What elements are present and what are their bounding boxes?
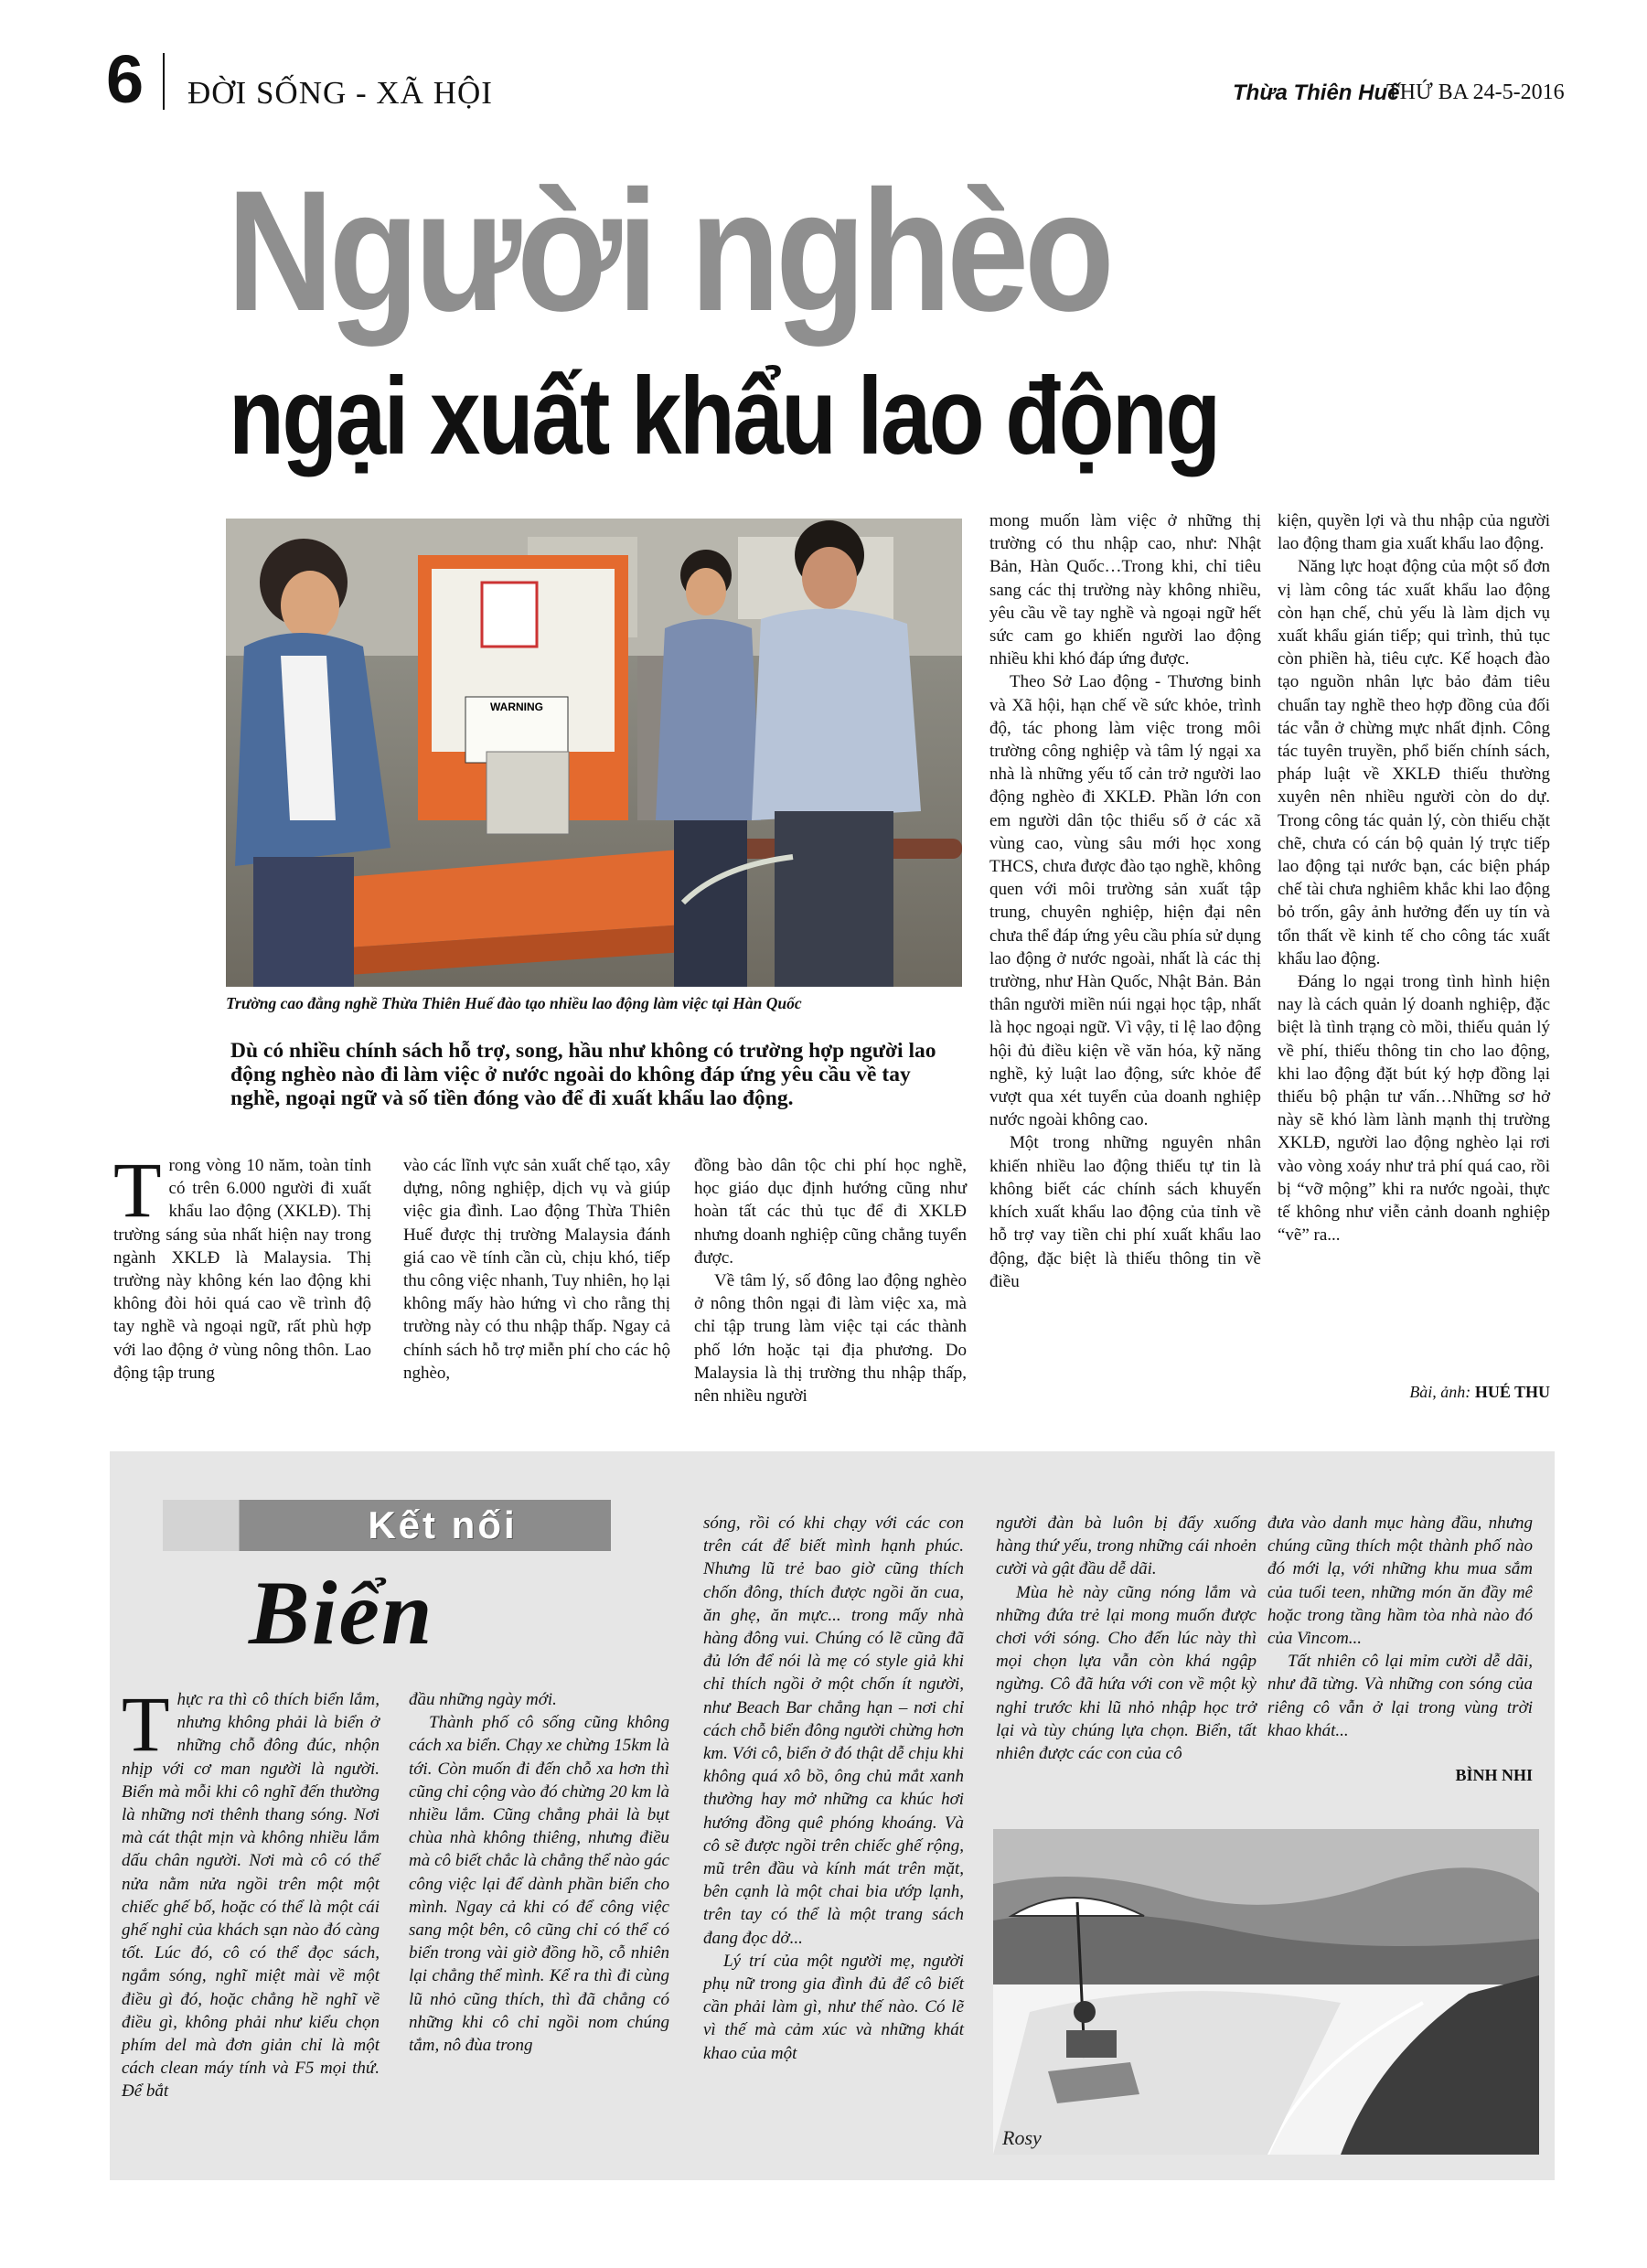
headline-line-2: ngại xuất khẩu lao động	[229, 355, 1219, 477]
article-paragraph: kiện, quyền lợi và thu nhập của người lao động tham gia xuất khẩu lao động.	[1278, 511, 1550, 554]
drop-cap: T	[113, 1146, 162, 1234]
box-column-2	[409, 1688, 669, 2057]
photo-caption: Trường cao đẳng nghề Thừa Thiên Huế đào tạo nhiều lao động làm việc tại Hàn Quốc	[226, 994, 802, 1012]
article-paragraph: mong muốn làm việc ở những thị trường có thu nhập cao, như: Nhật Bản, Hàn Quốc…Trong khi, chỉ tiêu sang các thị trường này không nhiều, yêu cầu về tay nghề và ngoại ngữ hết sức cam go khiến người lao động nhiều khi khó đáp ứng được.	[989, 511, 1261, 669]
box-paragraph: đầu những ngày mới.	[409, 1690, 557, 1709]
header-divider	[163, 53, 165, 110]
box-column-4	[996, 1512, 1257, 1765]
beach-illustration	[993, 1829, 1539, 2155]
byline-name: HUÉ THU	[1474, 1383, 1550, 1401]
box-paragraph: hực ra thì cô thích biển lắm, nhưng không phải là biển ở những chỗ đông đúc, nhộn nhịp với cơ man người là người. Biển mà mỗi khi cô nghĩ đến thường là những nơi thênh thang sóng. Nơi mà cát thật mịn và không nhiều lắm dấu chân người. Nơi mà cô có thể nửa nằm nửa ngồi trên một một chiếc ghế bố, hoặc có thể là một cái ghế nghỉ của khách sạn nào đó càng tốt. Lúc đó, cô có thể đọc sách, ngắm sóng, nghĩ miệt mài về một điều gì đó, hoặc chẳng hề nghĩ về điều gì, không phải như kiểu chọn phím del mà đơn giản chỉ là một cách clean máy tính và F5 mọi thứ. Để bắt	[122, 1690, 380, 2102]
artist-signature	[1001, 2126, 1042, 2149]
byline-prefix: Bài, ảnh:	[1409, 1383, 1471, 1401]
beach-sketch	[993, 1829, 1539, 2155]
article-paragraph: vào các lĩnh vực sản xuất chế tạo, xây dựng, nông nghiệp, dịch vụ và giúp việc gia đình. Lao động Thừa Thiên Huế được thị trường Malaysia đánh giá cao về tính cần cù, chịu khó, tiếp thu công việc nhanh, Tuy nhiên, họ lại không mấy hào hứng vì cho rằng thị trường này có thu nhập thấp. Ngay cả chính sách hỗ trợ miễn phí cho các hộ nghèo,	[403, 1156, 670, 1383]
article-column-1	[113, 1146, 371, 1385]
machine-warning-label: WARNING	[490, 701, 543, 713]
box-title: Biển	[249, 1562, 434, 1664]
box-paragraph: Thành phố cô sống cũng không cách xa biển. Chạy xe chừng 15km là tới. Còn muốn đi đến chỗ xa hơn thì cũng chỉ cộng vào đó chừng 20 km là nhiều lắm. Cũng chẳng phải là bụt chùa nhà không thiêng, nhưng điều mà cô biết chắc là chẳng thể nào gác công việc lại để dành phần biển cho mình. Ngay cả khi có để công việc sang một bên, cô cũng chỉ có thể có biển trong vài giờ đồng hồ, cỗ nhiên lại chẳng thể mình. Kể ra thì đi cùng lũ nhỏ cũng thích, thì đã chẳng có những khi cô chỉ ngồi nom chúng tắm, nô đùa trong	[409, 1713, 669, 2056]
article-paragraph: đồng bào dân tộc chi phí học nghề, học giáo dục định hướng cũng như hoàn tất các thủ tục để đi XKLĐ nhưng doanh nghiệp cũng chẳng tuyển được.	[694, 1156, 967, 1268]
article-photo	[226, 519, 962, 987]
newspaper-name: Thừa Thiên Huế	[1233, 80, 1400, 105]
drop-cap: T	[122, 1680, 170, 1768]
box-paragraph: Mùa hè này cũng nóng lắm và những đứa trẻ lại mong muốn được chơi với sóng. Cho đến lúc này thì mọi chọn lựa vẫn còn khá ngập ngừng. Cô đã hứa với con về một kỳ nghỉ trước khi lũ nhỏ nhập học trở lại và tùy chúng lựa chọn. Biển, tất nhiên được các con của cô	[996, 1582, 1257, 1764]
box-column-1	[122, 1680, 380, 2103]
article-paragraph: Đáng lo ngại trong tình hình hiện nay là cách quản lý doanh nghiệp, đặc biệt là tình trạng cò mồi, thiếu quản lý về phí, thiếu thông tin cho lao động, khi lao động đặt bút ký hợp đồng lại thiếu bộ phận tư vấn…Những sơ hở này sẽ khó làm lành mạnh thị trường XKLĐ, người lao động nghèo lại rơi vào vòng xoáy như trả phí quá cao, rồi bị “vỡ mộng” khi ra nước ngoài, thực tế không như viễn cảnh doanh nghiệp “vẽ” ra...	[1278, 972, 1550, 1246]
article-paragraph: Năng lực hoạt động của một số đơn vị làm công tác xuất khẩu lao động còn hạn chế, chủ yếu là làm dịch vụ xuất khẩu gián tiếp; qui trình, thủ tục còn phiền hà, tiêu cực. Kế hoạch đào tạo nguồn nhân lực bảo đảm tiêu chuẩn tay nghề theo hợp đồng của đối tác vẫn ở chừng mực nhất định. Công tác tuyên truyền, phổ biến chính sách, pháp luật về XKLĐ thiếu thường xuyên nên nhiều người còn do dự. Trong công tác quản lý, còn thiếu chặt chẽ, chưa có cán bộ quản lý trực tiếp lao động tại nước bạn, các biện pháp chế tài chưa nghiêm khắc khi lao động bỏ trốn, gây ảnh hưởng đến uy tín và tổn thất về kinh tế cho công tác xuất khẩu lao động.	[1278, 557, 1550, 968]
box-column-5	[1267, 1512, 1533, 1742]
page-number: 6	[106, 41, 144, 117]
article-paragraph: Về tâm lý, số đông lao động nghèo ở nông thôn ngại đi làm việc xa, mà chỉ tập trung làm việc tại các thành phố lớn hoặc tại địa phương. Do Malaysia là thị trường thu nhập thấp, nên nhiều người	[694, 1271, 967, 1407]
box-paragraph: sóng, rồi có khi chạy với các con trên cát để biết mình hạnh phúc. Nhưng lũ trẻ bao giờ cũng thích chốn đông, thích được ngồi ăn cua, ăn ghẹ, ăn mực... trong mấy nhà hàng đông vui. Chúng có lẽ cũng đã đủ lớn để nói là mẹ có style giả khi chỉ thích ngồi ở một chốn ít người, như Beach Bar chẳng hạn – nơi chỉ cách chỗ biển đông người chừng hơn km. Với cô, biển ở đó thật dễ chịu khi không quá xô bồ, ông chủ mắt xanh thường hay mở những ca khúc hơi hướng đồng quê phóng khoáng. Và cô sẽ được ngồi trên chiếc ghế rộng, mũ trên đầu và kính mát trên mặt, bên cạnh là một chai bia ướp lạnh, trên tay có thể là một trang sách đang đọc dở...	[703, 1514, 964, 1948]
box-column-3	[703, 1512, 964, 2065]
box-paragraph: người đàn bà luôn bị đẩy xuống hàng thứ yếu, trong những cái nhoẻn cười và gật đầu dễ dãi.	[996, 1514, 1257, 1579]
box-paragraph: Lý trí của một người mẹ, người phụ nữ trong gia đình đủ để cô biết cần phải làm gì, như thế nào. Có lẽ vì thế mà cảm xúc và những khát khao của một	[703, 1951, 964, 2063]
article-lead: Dù có nhiều chính sách hỗ trợ, song, hầu như không có trường hợp người lao động nghèo nào đi làm việc ở nước ngoài do không đáp ứng yêu cầu về tay nghề, ngoại ngữ và số tiền đóng vào để đi xuất khẩu lao động.	[230, 1039, 936, 1110]
article-column-4	[989, 509, 1261, 1293]
box-paragraph: Tất nhiên cô lại mỉm cười dễ dãi, như đã từng. Và những con sóng của riêng cô vẫn ở lại trong vùng trời khao khát...	[1267, 1652, 1533, 1740]
issue-date: THỨ BA 24-5-2016	[1386, 80, 1565, 104]
article-byline	[1278, 1383, 1550, 1402]
box-author: BÌNH NHI	[1455, 1766, 1533, 1784]
article-paragraph: Một trong những nguyên nhân khiến nhiều lao động thiếu tự tin là không biết các chính sách khuyến khích xuất khẩu lao động của tỉnh về hỗ trợ vay tiền chi phí xuất khẩu lao động, đặc biệt là thiếu thông tin về điều	[989, 1133, 1261, 1291]
article-paragraph: rong vòng 10 năm, toàn tỉnh có trên 6.000 người đi xuất khẩu lao động (XKLĐ). Thị trường sáng sủa nhất hiện nay trong ngành XKLĐ là Malaysia. Thị trường này không kén lao động khi không đòi hỏi quá cao về trình độ tay nghề và ngoại ngữ, rất phù hợp với lao động ở vùng nông thôn. Lao động tập trung	[113, 1156, 371, 1383]
box-paragraph: đưa vào danh mục hàng đầu, nhưng chúng cũng thích một thành phố nào đó mới lạ, với những khu mua sắm của tuổi teen, những món ăn đầy mê hoặc trong tầng hầm tòa nhà nào đó của Vincom...	[1267, 1514, 1533, 1649]
workshop-photo-illustration	[226, 519, 962, 987]
section-name: ĐỜI SỐNG - XÃ HỘI	[187, 75, 493, 111]
article-column-5	[1278, 509, 1550, 1247]
article-paragraph: Theo Sở Lao động - Thương binh và Xã hội, hạn chế về sức khỏe, trình độ, tác phong làm việc trong môi trường công nghiệp và tâm lý ngại xa nhà là những yếu tố cản trở người lao động nghèo đi XKLĐ. Phần lớn con em người dân tộc thiểu số ở các xã vùng cao, vùng sâu mới học xong THCS, chưa được đào tạo nghề, không quen với môi trường sản xuất tập trung, chuyên nghiệp, hiện đại nên chưa thể đáp ứng yêu cầu phía sử dụng lao động ở nước ngoài, nhất là các thị trường, như Hàn Quốc, Nhật Bản. Bản thân người miền núi ngại học tập, nhất là học ngoại ngữ. Vì vậy, tỉ lệ lao động hội đủ điều kiện về văn hóa, kỹ năng nghề, kỷ luật lao động, sức khỏe để vượt qua xét tuyển của doanh nghiệp nước ngoài không cao.	[989, 672, 1261, 1130]
box-label: Kết nối	[368, 1503, 518, 1546]
headline-line-1: Người nghèo	[227, 155, 1110, 347]
svg-text:Rosy: Rosy	[1002, 2126, 1042, 2149]
article-column-2	[403, 1154, 670, 1385]
article-column-3	[694, 1154, 967, 1407]
